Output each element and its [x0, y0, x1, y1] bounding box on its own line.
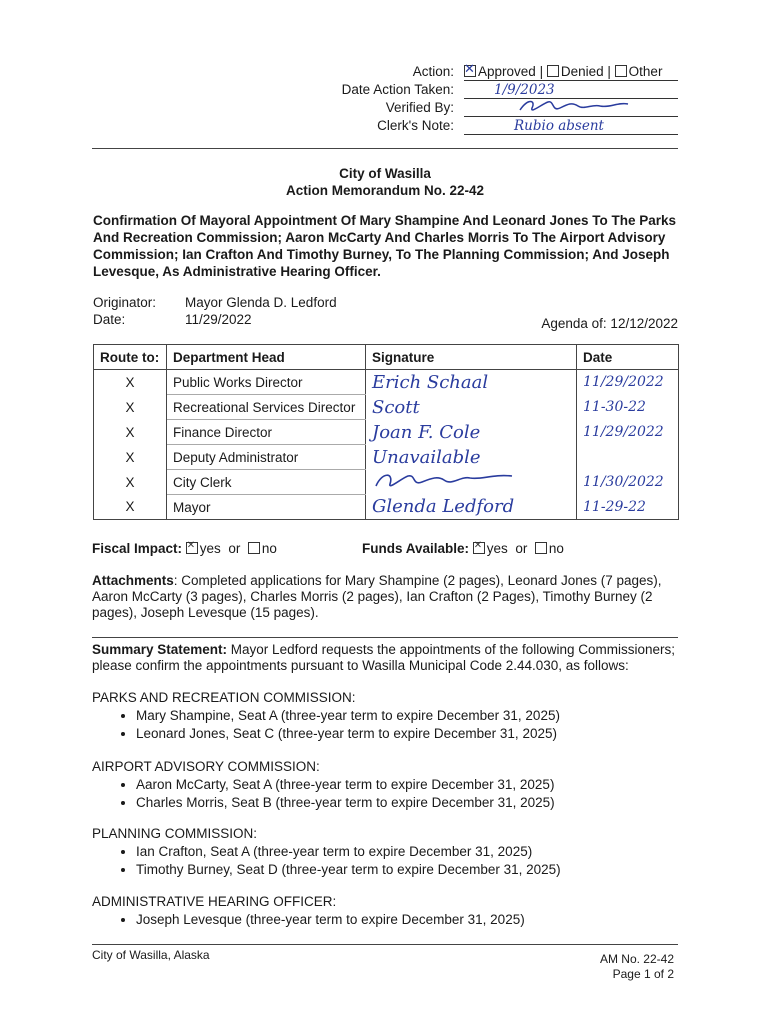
verified-signature-icon [514, 98, 634, 116]
route-mark: X [94, 445, 167, 470]
fiscal-impact-label: Fiscal Impact: [92, 541, 183, 556]
clerk-signature-icon [372, 470, 522, 492]
attachments-label: Attachments [92, 573, 174, 588]
signature-cell: Joan F. Cole [366, 420, 577, 445]
signature-header: Signature [366, 345, 577, 370]
other-checkbox [615, 65, 627, 77]
footer-am-number: AM No. 22-42 [599, 952, 674, 966]
funds-no-label: no [548, 541, 564, 556]
action-block [300, 64, 680, 136]
other-label: Other [628, 64, 663, 79]
fiscal-yes-checkbox [186, 542, 198, 554]
memo-date [93, 312, 252, 327]
approved-label: Approved [478, 64, 536, 79]
city-heading: City of Wasilla [339, 166, 431, 181]
fiscal-impact [92, 541, 277, 556]
footer-city: City of Wasilla, Alaska [92, 948, 210, 962]
section-heading: PARKS AND RECREATION COMMISSION: [92, 690, 356, 705]
department-cell: Finance Director [167, 420, 366, 445]
verified-label: Verified By: [385, 100, 454, 115]
list-item: • Mary Shampine, Seat A (three-year term to expire December 31, 2025) [136, 707, 560, 725]
section-airport [92, 758, 555, 812]
list-item: • Timothy Burney, Seat D (three-year term to expire December 31, 2025) [136, 861, 561, 879]
originator-label: Originator: [93, 295, 157, 310]
memo-number: Action Memorandum No. 22-42 [285, 183, 485, 198]
signature-cell: Scott [366, 395, 577, 420]
funds-available-label: Funds Available: [362, 541, 470, 556]
funds-available [362, 541, 564, 556]
clerk-note-value: Rubio absent [464, 118, 678, 135]
route-header: Route to: [94, 345, 167, 370]
date-cell: 11/30/2022 [577, 470, 679, 495]
section-hearing-officer [92, 893, 525, 929]
verified-value [464, 100, 678, 117]
attachments [92, 573, 682, 621]
summary-statement [92, 642, 682, 674]
route-table-header [94, 345, 679, 370]
list-item: • Leonard Jones, Seat C (three-year term to expire December 31, 2025) [136, 725, 560, 743]
originator [93, 295, 337, 310]
list-item: • Charles Morris, Seat B (three-year term to expire December 31, 2025) [136, 794, 555, 812]
fiscal-yes-label: yes [199, 541, 221, 556]
department-cell: Mayor [167, 495, 366, 520]
department-cell: Recreational Services Director [167, 395, 366, 420]
divider [92, 148, 678, 149]
date-header: Date [577, 345, 679, 370]
signature-cell: Glenda Ledford [366, 495, 577, 520]
date-cell: 11-29-22 [577, 495, 679, 520]
clerk-note-label: Clerk's Note: [377, 118, 454, 133]
originator-value: Mayor Glenda D. Ledford [185, 295, 337, 310]
denied-label: Denied [560, 64, 604, 79]
list-item: • Joseph Levesque (three-year term to expire December 31, 2025) [136, 911, 525, 929]
footer-page-number: Page 1 of 2 [612, 967, 674, 981]
date-action-label: Date Action Taken: [341, 82, 454, 97]
funds-or: or [515, 541, 528, 556]
summary-label: Summary Statement: [92, 642, 228, 657]
clerk-note-row [300, 118, 680, 136]
department-cell: Public Works Director [167, 370, 366, 395]
section-heading: PLANNING COMMISSION: [92, 826, 258, 841]
fiscal-no-checkbox [248, 542, 260, 554]
fiscal-or: or [228, 541, 241, 556]
route-mark: X [94, 395, 167, 420]
footer-divider [92, 944, 678, 945]
department-cell: Deputy Administrator [167, 445, 366, 470]
denied-checkbox [547, 65, 559, 77]
divider [92, 637, 678, 638]
action-row [300, 64, 680, 82]
date-cell [577, 445, 679, 470]
signature-cell [366, 470, 577, 495]
action-value [464, 64, 678, 81]
date-cell: 11-30-22 [577, 395, 679, 420]
table-row [94, 420, 679, 445]
section-heading: AIRPORT ADVISORY COMMISSION: [92, 759, 320, 774]
agenda-date: Agenda of: 12/12/2022 [541, 316, 678, 331]
approved-checkbox [464, 65, 476, 77]
fiscal-no-label: no [261, 541, 277, 556]
date-cell: 11/29/2022 [577, 370, 679, 395]
department-cell: City Clerk [167, 470, 366, 495]
signature-cell: Unavailable [366, 445, 577, 470]
list-item: • Aaron McCarty, Seat A (three-year term to expire December 31, 2025) [136, 776, 555, 794]
table-row [94, 370, 679, 395]
section-heading: ADMINISTRATIVE HEARING OFFICER: [92, 894, 337, 909]
list-item: • Ian Crafton, Seat A (three-year term to expire December 31, 2025) [136, 843, 561, 861]
route-mark: X [94, 370, 167, 395]
date-value: 11/29/2022 [185, 312, 252, 327]
table-row [94, 395, 679, 420]
table-row [94, 445, 679, 470]
memo-title: Confirmation Of Mayoral Appointment Of Mary Shampine And Leonard Jones To The Parks And Recreation Commission; Aaron McCarty And Charles Morris To The Airport Advisory Commission; Ian Crafton And Timothy Burney, To The Planning Commission; And Joseph Levesque, As Administrative Hearing Officer. [93, 213, 677, 279]
route-table [93, 344, 679, 520]
footer-page-info [600, 952, 674, 982]
verified-row [300, 100, 680, 118]
table-row [94, 470, 679, 495]
funds-yes-label: yes [486, 541, 508, 556]
date-label: Date: [93, 312, 126, 327]
section-planning [92, 825, 561, 879]
section-parks [92, 689, 560, 743]
route-mark: X [94, 495, 167, 520]
date-action-value: 1/9/2023 [464, 82, 678, 99]
route-mark: X [94, 420, 167, 445]
separator: | [539, 64, 544, 79]
action-label: Action: [412, 64, 454, 79]
signature-cell: Erich Schaal [366, 370, 577, 395]
funds-yes-checkbox [473, 542, 485, 554]
funds-no-checkbox [535, 542, 547, 554]
department-header: Department Head [167, 345, 366, 370]
summary-text: Mayor Ledford requests the appointments of the following Commissioners; please confirm the appointments pursuant to Wasilla Municipal Code 2.44.030, as follows: [92, 642, 676, 673]
attachments-text: : Completed applications for Mary Shampine (2 pages), Leonard Jones (7 pages), Aaron McCarty (3 pages), Charles Morris (2 pages), Ian Crafton (2 Pages), Timothy Burney (2 pages), Joseph Levesque (15 pages). [92, 573, 662, 620]
separator: | [607, 64, 611, 79]
route-mark: X [94, 470, 167, 495]
date-cell: 11/29/2022 [577, 420, 679, 445]
table-row [94, 495, 679, 520]
